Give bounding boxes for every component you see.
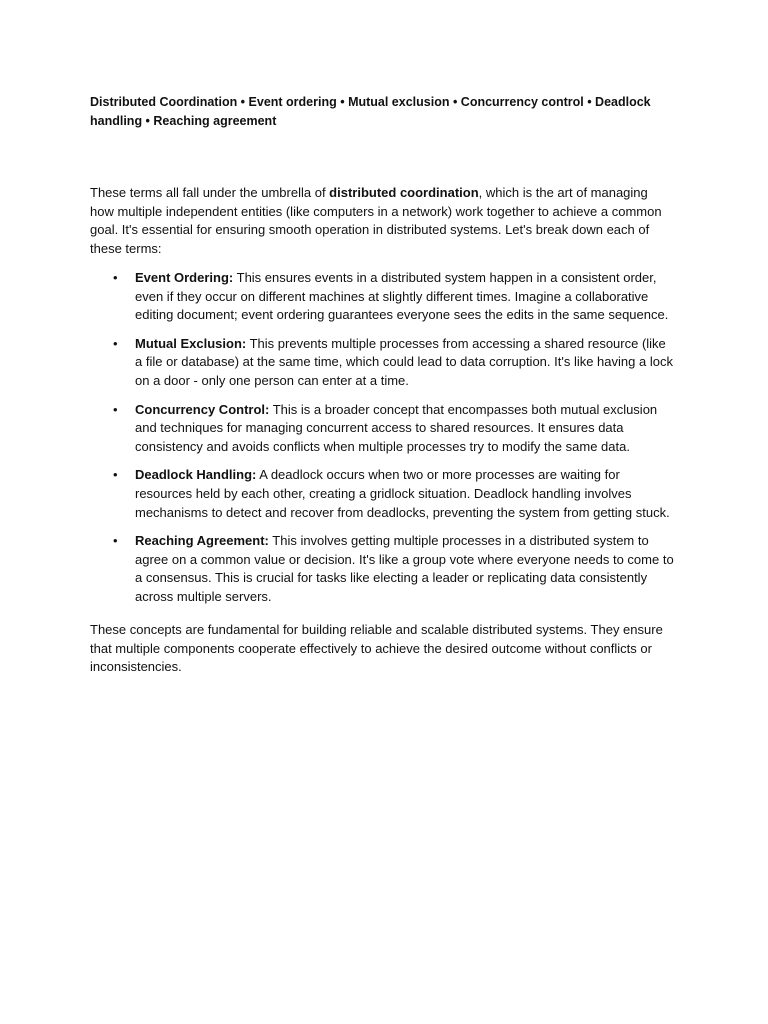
list-item-concurrency-control xyxy=(90,401,675,457)
list-item-mutual-exclusion xyxy=(90,335,675,391)
intro-text-before: These terms all fall under the umbrella of xyxy=(90,185,330,200)
list-item-event-ordering xyxy=(90,269,675,325)
list-item-deadlock-handling xyxy=(90,466,675,522)
term-title: Concurrency Control: xyxy=(135,401,270,417)
list-item-reaching-agreement xyxy=(90,532,675,606)
term-title: Deadlock Handling: xyxy=(135,467,257,483)
term-description: This prevents multiple processes from accessing a shared resource (like a file or database) at the same time, which could lead to data corruption. It's like having a lock on a door - only one person can enter at a time. xyxy=(135,335,673,388)
term-title: Event Ordering: xyxy=(135,270,234,285)
outro-paragraph: These concepts are fundamental for building reliable and scalable distributed systems. They ensure that multiple components cooperate effectively to achieve the desired outcome without conflicts or inconsistencies. xyxy=(90,622,663,675)
term-description: This is a broader concept that encompasses both mutual exclusion and techniques for managing concurrent access to shared resources. It ensures data consistency and avoids conflicts when multiple processes try to modify the same data. xyxy=(135,401,658,454)
intro-bold-term: distributed coordination xyxy=(329,185,479,200)
terms-list xyxy=(90,269,675,617)
term-description: This ensures events in a distributed system happen in a consistent order, even if they occur on different machines at slightly different times. Imagine a collaborative editing document; event ordering guarantees everyone sees the edits in the same sequence. xyxy=(135,270,669,323)
intro-paragraph xyxy=(90,184,675,258)
term-title: Mutual Exclusion: xyxy=(135,335,247,351)
term-description: This involves getting multiple processes in a distributed system to agree on a common value or decision. It's like a group vote where everyone needs to come to a consensus. This is crucial for tasks like electing a leader or replicating data consistently across multiple servers. xyxy=(135,533,674,604)
intro-text-after: , which is the art of managing how multiple independent entities (like computers in a network) work together to achieve a common goal. It's essential for ensuring smooth operation in distributed systems. Let's break down each of these terms: xyxy=(90,185,662,256)
term-description: A deadlock occurs when two or more processes are waiting for resources held by each other, creating a gridlock situation. Deadlock handling involves mechanisms to detect and recover from deadlocks, preventing the system from getting stuck. xyxy=(135,467,670,520)
term-title: Reaching Agreement: xyxy=(135,533,269,549)
document-heading: Distributed Coordination • Event ordering • Mutual exclusion • Concurrency control • Deadlock handling • Reaching agreement xyxy=(90,95,651,128)
